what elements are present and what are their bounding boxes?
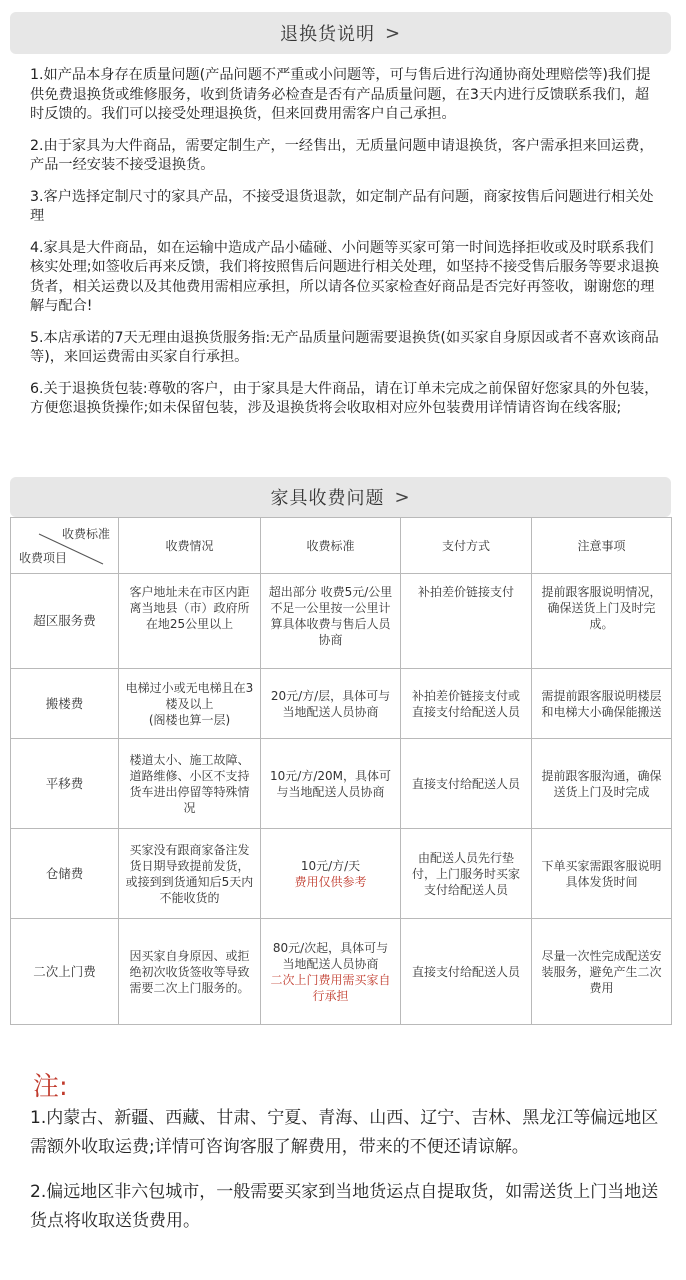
note-item: 2.偏远地区非六包城市，一般需要买家到当地货运点自提取货，如需送货上门当地送货点将收取送货费用。 [30, 1182, 659, 1231]
fee-item-name: 搬楼费 [11, 669, 119, 739]
fee-standard: 超出部分 收费5元/公里不足一公里按一公里计算具体收费与售后人员协商 [261, 574, 401, 669]
fee-payment: 补拍差价链接支付 [401, 574, 532, 669]
table-corner-cell [11, 518, 119, 574]
fee-payment: 由配送人员先行垫付，上门服务时买家支付给配送人员 [401, 829, 532, 919]
table-row [11, 919, 672, 1025]
fee-standard-note: 二次上门费用需买家自行承担 [270, 972, 391, 1003]
fee-notes: 提前跟客服说明情况，确保送货上门及时完成。 [532, 574, 672, 669]
notes-list [30, 1104, 660, 1252]
fee-item-name: 平移费 [11, 739, 119, 829]
fee-payment: 直接支付给配送人员 [401, 919, 532, 1025]
fee-standard: 10元/方/天 [300, 858, 361, 873]
fee-notes: 下单买家需跟客服说明具体发货时间 [532, 829, 672, 919]
returns-paragraph: 6.关于退换货包装:尊敬的客户，由于家具是大件商品，请在订单未完成之前保留好您家具的外包装，方便您退换货操作;如未保留包装，涉及退换货将会收取相对应外包装费用详情请咨询在线客服; [30, 380, 659, 416]
fee-notes: 需提前跟客服说明楼层和电梯大小确保能搬送 [532, 669, 672, 739]
fee-item-name: 二次上门费 [11, 919, 119, 1025]
column-header: 收费情况 [119, 518, 261, 574]
fee-notes: 提前跟客服沟通，确保送货上门及时完成 [532, 739, 672, 829]
fee-standard-cell [261, 829, 401, 919]
chevron-right-icon: > [394, 486, 411, 508]
column-header: 收费标准 [261, 518, 401, 574]
fee-section-header[interactable] [10, 477, 671, 517]
table-row [11, 739, 672, 829]
returns-section-header[interactable] [10, 12, 671, 54]
fee-standard: 10元/方/20M，具体可与当地配送人员协商 [261, 739, 401, 829]
fee-situation: 买家没有跟商家备注发货日期导致提前发货，或接到到货通知后5天内不能收货的 [119, 829, 261, 919]
returns-policy-text [30, 66, 660, 431]
returns-paragraph: 1.如产品本身存在质量问题(产品问题不严重或小问题等，可与售后进行沟通协商处理赔偿等)我们提供免费退换货或维修服务，收到货请务必检查是否有产品质量问题，在3天内进行反馈联系我们，超时反馈的。我们可以接受处理退换货，但来回费用需客户自己承担。 [30, 67, 651, 122]
table-header-row [11, 518, 672, 574]
returns-paragraph: 5.本店承诺的7天无理由退换货服务指:无产品质量问题需要退换货(如买家自身原因或者不喜欢该商品等)，来回运费需由买家自行承担。 [30, 329, 659, 365]
corner-label-standard: 收费标准 [61, 526, 110, 541]
fee-situation: 因买家自身原因、或拒绝初次收货签收等导致需要二次上门服务的。 [119, 919, 261, 1025]
fee-table [10, 517, 672, 1025]
table-row [11, 669, 672, 739]
fee-payment: 补拍差价链接支付或直接支付给配送人员 [401, 669, 532, 739]
returns-paragraph: 4.家具是大件商品，如在运输中造成产品小磕碰、小问题等买家可第一时间选择拒收或及时联系我们核实处理;如签收后再来反馈，我们将按照售后问题进行相关处理，如坚持不接受售后服务等要求退换货者，相关运费以及其他费用需相应承担，所以请各位买家检查好商品是否完好再签收，谢谢您的理解与配合! [30, 239, 660, 314]
returns-paragraph: 2.由于家具为大件商品，需要定制生产，一经售出，无质量问题申请退换货，客户需承担来回运费，产品一经安装不接受退换货。 [30, 137, 654, 173]
fee-situation-cell [119, 669, 261, 739]
corner-label-item: 收费项目 [19, 550, 68, 565]
table-row [11, 829, 672, 919]
fee-payment: 直接支付给配送人员 [401, 739, 532, 829]
fee-section-title: 家具收费问题 [270, 488, 385, 509]
fee-situation: 电梯过小或无电梯且在3楼及以上 [125, 680, 254, 711]
notes-title: 注: [33, 1072, 68, 1102]
fee-standard-note: 费用仅供参考 [294, 874, 367, 889]
fee-standard: 80元/次起，具体可与当地配送人员协商 [272, 940, 389, 971]
fee-item-name: 超区服务费 [11, 574, 119, 669]
chevron-right-icon: > [384, 22, 402, 44]
fee-item-name: 仓储费 [11, 829, 119, 919]
returns-paragraph: 3.客户选择定制尺寸的家具产品，不接受退货退款，如定制产品有问题，商家按售后问题进行相关处理 [30, 188, 654, 224]
note-item: 1.内蒙古、新疆、西藏、甘肃、宁夏、青海、山西、辽宁、吉林、黑龙江等偏远地区需额外收取运费;详情可咨询客服了解费用，带来的不便还请谅解。 [30, 1108, 659, 1157]
fee-situation: 楼道太小、施工故障、道路维修、小区不支持货车进出停留等特殊情况 [119, 739, 261, 829]
fee-standard-cell [261, 919, 401, 1025]
column-header: 注意事项 [532, 518, 672, 574]
fee-standard: 20元/方/层，具体可与当地配送人员协商 [261, 669, 401, 739]
fee-situation-sub: (阁楼也算一层) [148, 712, 231, 727]
returns-section-title: 退换货说明 [279, 24, 375, 45]
table-row [11, 574, 672, 669]
fee-notes: 尽量一次性完成配送安装服务，避免产生二次费用 [532, 919, 672, 1025]
column-header: 支付方式 [401, 518, 532, 574]
fee-situation: 客户地址未在市区内距离当地县（市）政府所在地25公里以上 [119, 574, 261, 669]
